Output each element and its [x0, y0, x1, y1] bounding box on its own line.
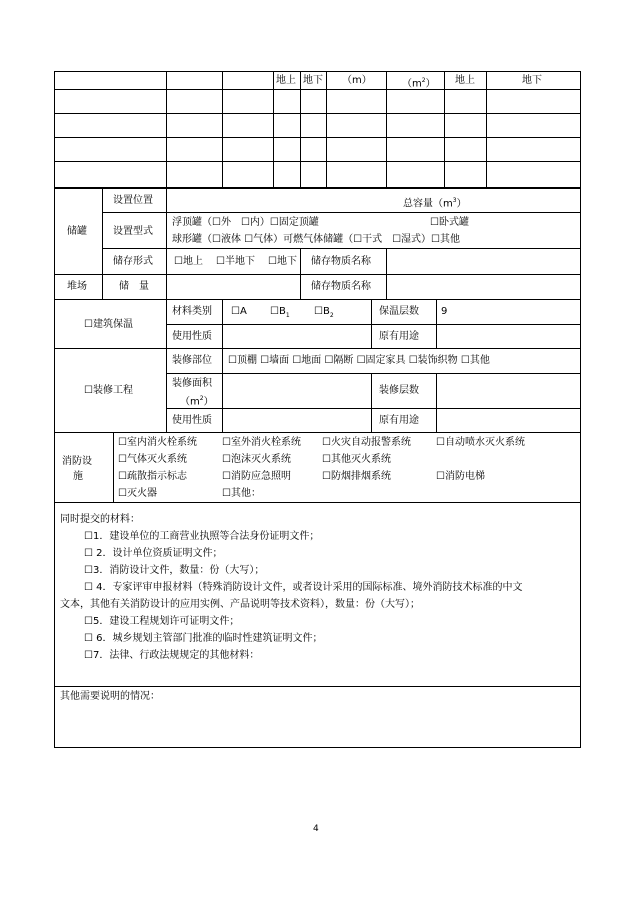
row-line: [102, 248, 581, 249]
col-line: [166, 348, 167, 432]
col-line: [486, 71, 487, 187]
col-line: [371, 373, 372, 432]
form-table: [54, 71, 581, 748]
col-line: [113, 432, 114, 502]
location-label: 设置位置: [113, 195, 153, 206]
reserve-label: 储 量: [119, 281, 149, 292]
materials-item-4-cont: 文本，其他有关消防设计的应用实例、产品说明等技术资料），数量：份（大写）；: [60, 599, 420, 610]
above-ground-label-2: 地上: [455, 75, 475, 86]
fire-evacuation-sign[interactable]: ☐疏散指示标志: [118, 471, 187, 482]
materials-item-7[interactable]: ☐7．法律、行政法规规定的其他材料：: [84, 650, 260, 661]
material-option-b1[interactable]: $☐B_1$: [270, 306, 290, 319]
tank-type-line2[interactable]: 球形罐（☐液体 ☐气体）可燃气体储罐（☐干式 ☐湿式）☐其他: [172, 234, 461, 245]
col-line: [273, 71, 274, 187]
row-line: [54, 686, 581, 687]
tank-material-name-label: 储存物质名称: [311, 256, 371, 267]
materials-item-2[interactable]: ☐ 2．设计单位资质证明文件；: [84, 548, 223, 559]
fire-outdoor-hydrant[interactable]: ☐室外消火栓系统: [222, 437, 301, 448]
material-option-a[interactable]: ☐A: [231, 306, 247, 317]
decoration-floors-label: 装修层数: [379, 385, 419, 396]
yard-label: 堆场: [67, 281, 87, 292]
materials-item-1[interactable]: ☐1．建设单位的工商营业执照等合法身份证明文件；: [84, 531, 320, 542]
row-line: [54, 187, 581, 189]
materials-item-3[interactable]: ☐3．消防设计文件，数量：份（大写）；: [84, 565, 265, 576]
height-unit-label: （m）: [342, 75, 372, 86]
row-line: [54, 161, 581, 162]
decoration-parts-options[interactable]: ☐顶棚 ☐墙面 ☐地面 ☐隔断 ☐固定家具 ☐装饰织物 ☐其他: [228, 355, 490, 366]
row-line: [54, 89, 581, 90]
materials-title: 同时提交的材料：: [60, 514, 140, 525]
insulation-original-use-label: 原有用途: [379, 331, 419, 342]
col-line: [444, 71, 445, 187]
fire-elevator[interactable]: ☐消防电梯: [436, 471, 485, 482]
type-label: 设置型式: [113, 226, 153, 237]
fire-sprinkler-system[interactable]: ☐自动喷水灭火系统: [436, 437, 525, 448]
materials-item-5[interactable]: ☐5．建设工程规划许可证明文件；: [84, 616, 240, 627]
row-line: [54, 274, 581, 275]
decoration-usage-label: 使用性质: [172, 415, 212, 426]
fire-smoke-exhaust[interactable]: ☐防烟排烟系统: [322, 471, 391, 482]
insulation-layers-label: 保温层数: [379, 306, 419, 317]
tank-type-line1[interactable]: 浮顶罐（☐外 ☐内）☐固定顶罐: [172, 217, 319, 228]
materials-item-6[interactable]: ☐ 6．城乡规划主管部门批准的临时性建筑证明文件；: [84, 633, 323, 644]
fire-foam-system[interactable]: ☐泡沫灭火系统: [222, 454, 291, 465]
fire-alarm-system[interactable]: ☐火灾自动报警系统: [322, 437, 411, 448]
row-line: [102, 212, 581, 213]
col-line: [166, 299, 167, 348]
fire-gas-system[interactable]: ☐气体灭火系统: [118, 454, 187, 465]
fire-extinguisher[interactable]: ☐灭火器: [118, 488, 157, 499]
yard-material-name-label: 储存物质名称: [311, 281, 371, 292]
insulation-layers-value[interactable]: 9: [441, 306, 448, 317]
fire-emergency-lighting[interactable]: ☐消防应急照明: [222, 471, 291, 482]
fire-facilities-label-2: 施: [73, 471, 83, 482]
row-line: [54, 299, 581, 300]
fire-other-system[interactable]: ☐其他灭火系统: [322, 454, 391, 465]
row-line: [54, 113, 581, 114]
decoration-parts-label: 装修部位: [172, 355, 212, 366]
col-line: [102, 187, 103, 299]
storage-form-semi[interactable]: ☐半地下: [216, 256, 255, 267]
col-line: [386, 71, 387, 187]
above-ground-label: 地上: [276, 75, 296, 86]
material-type-label: 材料类别: [172, 306, 212, 317]
storage-form-label: 储存形式: [113, 256, 153, 267]
col-line: [222, 299, 223, 348]
col-line: [222, 348, 223, 432]
fire-facilities-label: 消防设: [62, 456, 92, 467]
col-line: [371, 299, 372, 348]
row-line: [166, 408, 581, 409]
below-ground-label-2: 地下: [522, 75, 542, 86]
row-line: [54, 432, 581, 433]
decoration-area-unit: $(m^2)$: [180, 395, 214, 408]
insulation-usage-label: 使用性质: [172, 331, 212, 342]
other-notes-label: 其他需要说明的情况：: [60, 691, 160, 702]
row-line: [54, 348, 581, 349]
insulation-label[interactable]: ☐建筑保温: [84, 319, 133, 330]
col-line: [222, 71, 223, 187]
area-unit-label: $(m^2)$: [402, 77, 436, 90]
tank-type-horizontal[interactable]: ☐卧式罐: [430, 217, 469, 228]
row-line: [54, 502, 581, 503]
below-ground-label: 地下: [303, 75, 323, 86]
tank-label: 储罐: [67, 226, 87, 237]
decoration-area-label: 装修面积: [172, 378, 212, 389]
decoration-label[interactable]: ☐装修工程: [84, 385, 133, 396]
col-line: [166, 71, 167, 187]
col-line: [166, 187, 167, 299]
col-line: [436, 373, 437, 432]
storage-form-above[interactable]: ☐地上: [174, 256, 203, 267]
col-line: [326, 71, 327, 187]
material-option-b2[interactable]: $☐B_2$: [314, 306, 334, 319]
page-number: 4: [313, 824, 319, 834]
col-line: [300, 71, 301, 187]
col-line: [300, 248, 301, 299]
materials-item-4[interactable]: ☐ 4．专家评审申报材料（特殊消防设计文件，或者设计采用的国际标准、境外消防技术标准的中文: [84, 582, 523, 593]
row-line: [54, 137, 581, 138]
col-line: [436, 299, 437, 348]
row-line: [166, 373, 581, 374]
total-capacity-label: 总容量$(m^3)$: [403, 197, 467, 210]
fire-indoor-hydrant[interactable]: ☐室内消火栓系统: [118, 437, 197, 448]
storage-form-below[interactable]: ☐地下: [268, 256, 297, 267]
decoration-original-use-label: 原有用途: [379, 415, 419, 426]
row-line: [166, 324, 581, 325]
col-line: [386, 248, 387, 299]
fire-other[interactable]: ☐其他：: [222, 488, 261, 499]
